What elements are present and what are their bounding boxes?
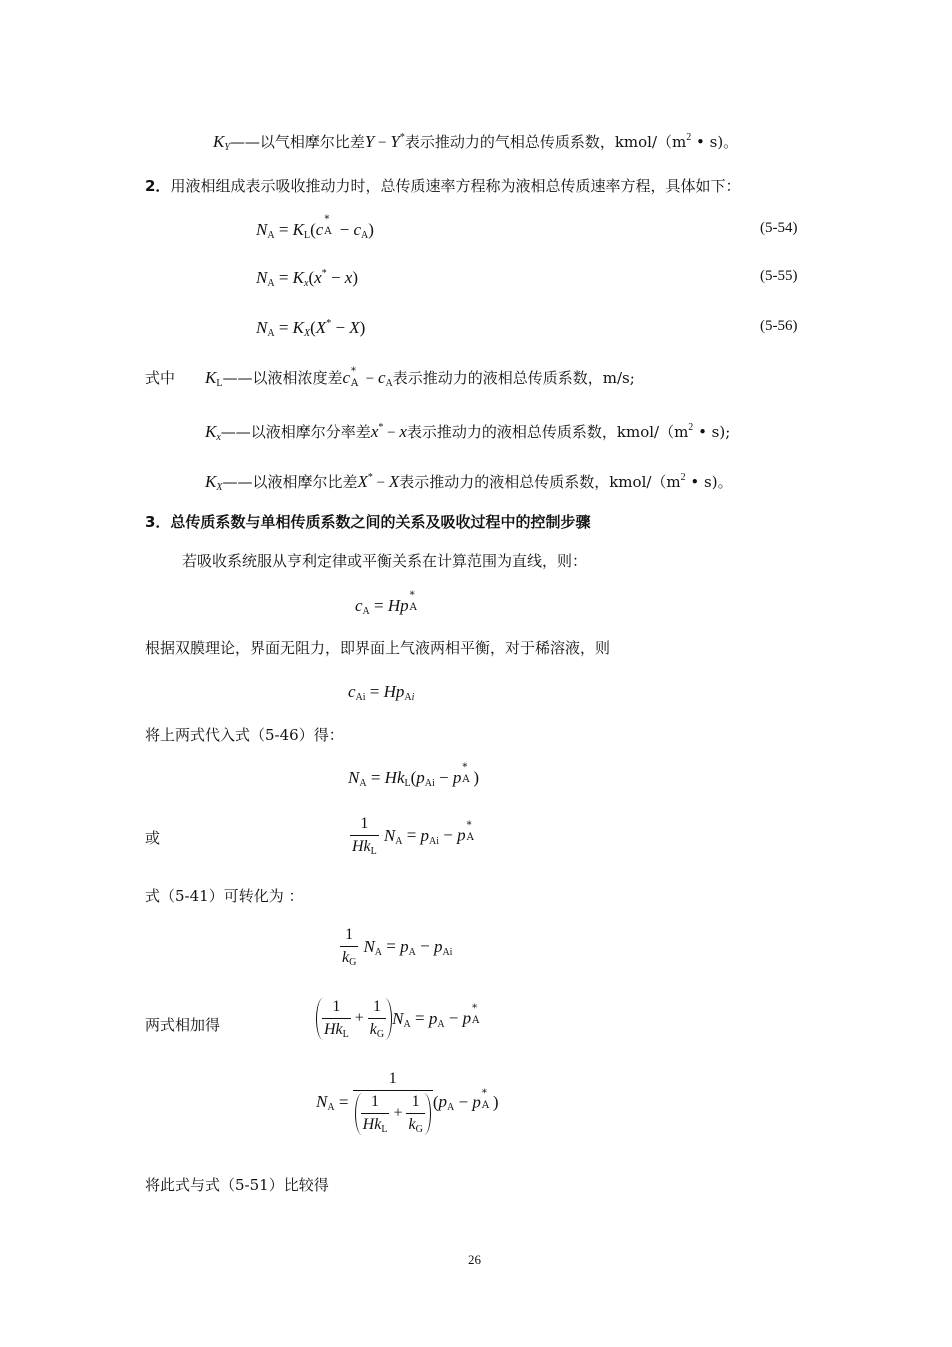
kx-desc2: 表示推动力的液相总传质系数，kmol/（m <box>406 423 689 441</box>
equation-na-total: $N_A$ = 1 $\frac{1}{Hk_L}$ + $\frac{1}{k_G}$ ($p_A - p$ * A ) <box>316 1070 499 1135</box>
kX-tail: • s)。 <box>685 473 733 491</box>
section-3-heading: 3．总传质系数与单相传质系数之间的关系及吸收过程中的控制步骤 <box>145 513 591 531</box>
ky-definition-line: KY——以气相摩尔比差Y − Y*表示推动力的气相总传质系数，kmol/（$m^2$ • s)。 <box>213 132 739 153</box>
ky-desc2: 表示推动力的气相总传质系数，kmol/（m <box>404 133 687 151</box>
where-label: 式中 <box>145 369 176 387</box>
kl-desc2: 表示推动力的液相总传质系数，m/s; <box>392 369 635 387</box>
kx-desc: ——以液相摩尔分率差 <box>220 423 371 441</box>
paragraph-add: 两式相加得 <box>145 1016 221 1034</box>
ky-desc: ——以气相摩尔比差 <box>229 133 365 151</box>
kl-desc: ——以液相浓度差 <box>222 369 343 387</box>
equation-ca-hpa: $c_A = Hp$ * A <box>355 590 417 617</box>
section-2-number: 2． <box>145 177 171 195</box>
equation-number-5-54: (5-54) <box>760 220 798 236</box>
kl-definition-line: $K_L——$以液相浓度差c * A − $c_A$表示推动力的液相总传质系数，m/s; <box>205 366 635 389</box>
equation-number-5-56: (5-56) <box>760 318 798 334</box>
ky-tail: • s)。 <box>691 133 739 151</box>
kX-desc2: 表示推动力的液相总传质系数，kmol/（m <box>399 473 681 491</box>
paragraph-henry-law: 若吸收系统服从亨利定律或平衡关系在计算范围为直线，则： <box>182 552 588 570</box>
paragraph-compare: 将此式与式（5-51）比较得 <box>145 1176 329 1194</box>
paragraph-convert: 式（5-41）可转化为 ： <box>145 887 304 905</box>
or-label: 或 <box>145 829 161 847</box>
page-number: 26 <box>468 1252 481 1267</box>
paragraph-substitute: 将上两式代入式（5-46）得： <box>145 726 344 744</box>
section-2-line <box>145 176 740 196</box>
equation-1-over-kg: $\frac{1}{k_G}$ $N_A = p_A - p_{Ai}$ <box>342 926 453 968</box>
equation-number-5-55: (5-55) <box>760 268 798 284</box>
equation-na-hkl: $N_A = Hk_L(p_{Ai} - p$ * A ) <box>348 762 480 789</box>
kx-definition-line: Kx——以液相摩尔分率差x* − x表示推动力的液相总传质系数，kmol/（$m^2$ • s); <box>205 422 731 443</box>
kX-definition-line: KX——以液相摩尔比差X* − X表示推动力的液相总传质系数，kmol/（$m^2$ • s)。 <box>205 472 733 493</box>
kx-tail: • s); <box>693 423 731 441</box>
equation-1-over-hkl: $\frac{1}{Hk_L}$ $N_A = p_{Ai} - p$ * A <box>352 815 474 857</box>
section-2-text: 用液相组成表示吸收推动力时，总传质速率方程称为液相总传质速率方程，具体如下： <box>170 177 741 195</box>
equation-5-55: $N_A = Kx(x^* - x)$ <box>256 268 358 289</box>
kX-desc: ——以液相摩尔比差 <box>222 473 358 491</box>
equation-5-54: $N_A = K_L(c$ * A − $c_A$) <box>256 214 374 241</box>
equation-sum: $\frac{1}{Hk_L}$ + $\frac{1}{k_G}$ $N_A = p_A - p$ * A <box>316 998 483 1040</box>
equation-5-56: $N_A = KX(X^* - X)$ <box>256 318 366 339</box>
equation-cai-hpai: $c_{Ai} = Hp_{Ai}$ <box>348 682 415 703</box>
paragraph-two-film-theory: 根据双膜理论，界面无阻力，即界面上气液两相平衡，对于稀溶液，则 <box>145 639 611 657</box>
